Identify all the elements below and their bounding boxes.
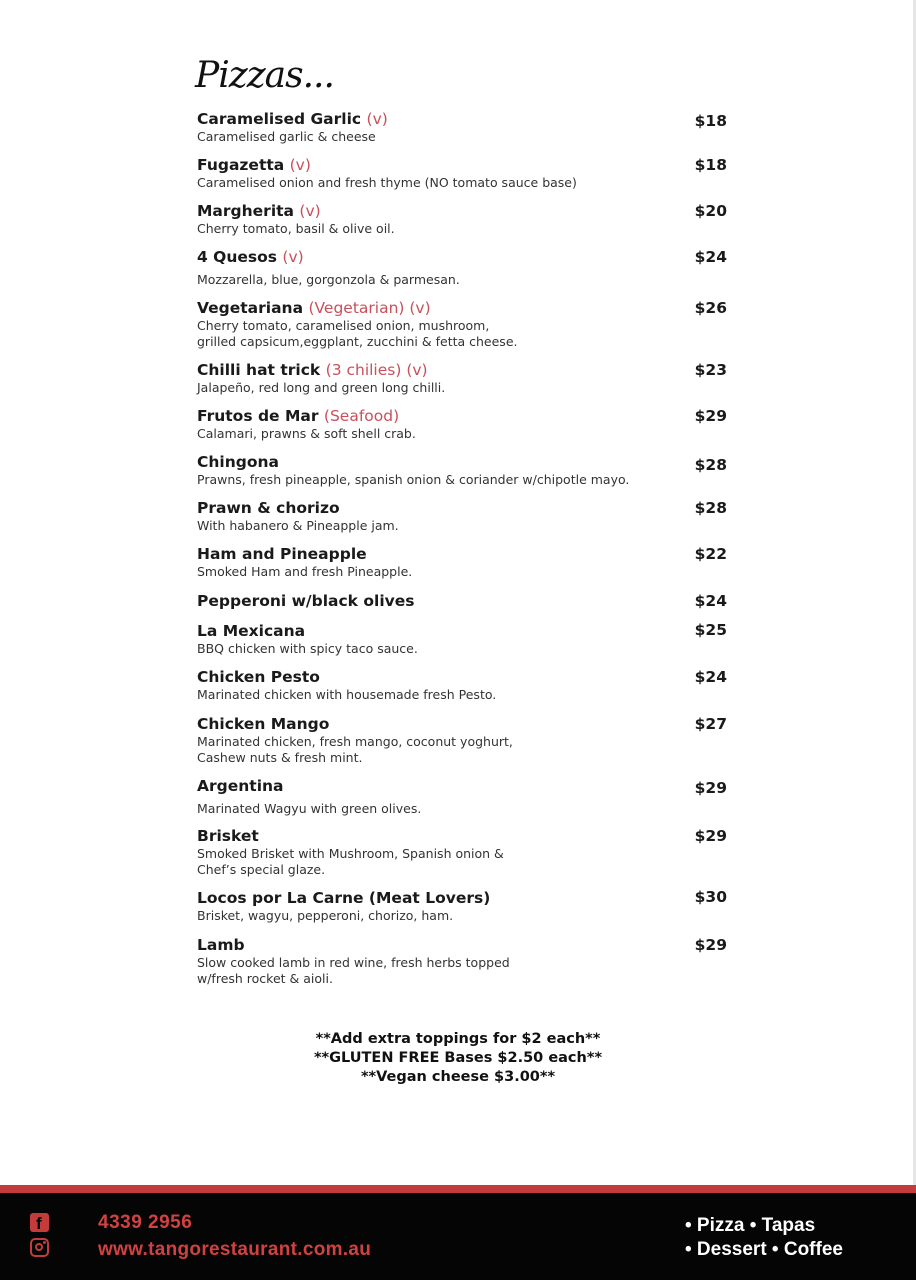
extra-toppings-note: **Add extra toppings for $2 each**	[315, 1031, 601, 1047]
item-price: $22	[694, 545, 727, 563]
instagram-icon[interactable]	[30, 1238, 49, 1257]
item-description: Calamari, prawns & soft shell crab.	[197, 426, 416, 441]
item-price: $18	[694, 156, 727, 174]
menu-item	[197, 407, 727, 442]
item-name: La Mexicana	[197, 622, 306, 640]
menu-item	[197, 110, 727, 145]
item-description: Slow cooked lamb in red wine, fresh herbs topped	[197, 955, 510, 970]
item-description: Mozzarella, blue, gorgonzola & parmesan.	[197, 272, 460, 287]
services-line-1: • Pizza • Tapas	[685, 1215, 816, 1236]
item-description: BBQ chicken with spicy taco sauce.	[197, 641, 418, 656]
item-description: Cherry tomato, caramelised onion, mushroom,	[197, 318, 490, 333]
item-price: $23	[694, 361, 727, 379]
menu-item	[197, 202, 727, 237]
item-price: $29	[694, 779, 727, 797]
item-price: $18	[694, 112, 727, 130]
item-name: Pepperoni w/black olives	[197, 592, 415, 610]
item-description: Jalapeño, red long and green long chilli.	[197, 380, 446, 395]
item-description: Smoked Ham and fresh Pineapple.	[197, 564, 413, 579]
item-name: Lamb	[197, 936, 245, 954]
item-price: $29	[694, 936, 727, 954]
item-description: Marinated chicken with housemade fresh Pesto.	[197, 687, 497, 702]
menu-item	[197, 299, 727, 350]
item-description: grilled capsicum,eggplant, zucchini & fetta cheese.	[197, 334, 518, 349]
item-name: Chingona	[197, 453, 279, 471]
item-name: Brisket	[197, 827, 259, 845]
menu-item	[197, 248, 727, 288]
item-description: Cashew nuts & fresh mint.	[197, 750, 363, 765]
menu-item	[197, 545, 727, 580]
item-description: Marinated chicken, fresh mango, coconut yoghurt,	[197, 734, 513, 749]
item-price: $28	[694, 499, 727, 517]
item-description: Cherry tomato, basil & olive oil.	[197, 221, 395, 236]
item-description: With habanero & Pineapple jam.	[197, 518, 399, 533]
menu-item	[197, 715, 727, 766]
item-name: Locos por La Carne (Meat Lovers)	[197, 889, 491, 907]
facebook-icon[interactable]: f	[30, 1213, 49, 1232]
item-tag: (v)	[299, 202, 321, 220]
item-price: $26	[694, 299, 727, 317]
item-price: $24	[694, 592, 727, 610]
gluten-free-note: **GLUTEN FREE Bases $2.50 each**	[313, 1050, 603, 1066]
item-name: Ham and Pineapple	[197, 545, 367, 563]
item-description: w/fresh rocket & aioli.	[197, 971, 333, 986]
item-name: Margherita	[197, 202, 294, 220]
menu-item	[197, 827, 727, 878]
menu-item	[197, 622, 727, 657]
item-price: $28	[694, 456, 727, 474]
item-name: Frutos de Mar	[197, 407, 319, 425]
item-name: Chilli hat trick	[197, 361, 321, 379]
menu-item	[197, 668, 727, 703]
footer	[0, 1193, 916, 1280]
item-name: Prawn & chorizo	[197, 499, 340, 517]
extras-notes	[0, 1030, 916, 1087]
item-tag: (Seafood)	[323, 407, 400, 425]
menu-item	[197, 592, 727, 611]
website-link[interactable]: www.tangorestaurant.com.au	[98, 1239, 372, 1260]
item-tag: (3 chilies) (v)	[325, 361, 428, 379]
phone-number[interactable]: 4339 2956	[98, 1212, 193, 1233]
item-tag: (v)	[366, 110, 388, 128]
item-price: $24	[694, 248, 727, 266]
item-description: Prawns, fresh pineapple, spanish onion & coriander w/chipotle mayo.	[197, 472, 630, 487]
menu-item	[197, 453, 727, 488]
item-name: Argentina	[197, 777, 284, 795]
item-description: Caramelised onion and fresh thyme (NO tomato sauce base)	[197, 175, 577, 190]
item-price: $30	[694, 888, 727, 906]
item-price: $29	[694, 407, 727, 425]
item-tag: (v)	[282, 248, 304, 266]
item-price: $27	[694, 715, 727, 733]
menu-item	[197, 499, 727, 534]
item-price: $20	[694, 202, 727, 220]
menu-item	[197, 936, 727, 987]
menu-item	[197, 777, 727, 817]
item-tag: (Vegetarian) (v)	[308, 299, 431, 317]
item-name: Chicken Mango	[197, 715, 330, 733]
menu-title: Pizzas...	[195, 55, 334, 96]
menu-item	[197, 361, 727, 396]
item-name: Vegetariana	[197, 299, 304, 317]
item-description: Smoked Brisket with Mushroom, Spanish onion &	[197, 846, 504, 861]
item-description: Caramelised garlic & cheese	[197, 129, 376, 144]
item-price: $25	[694, 621, 727, 639]
item-price: $29	[694, 827, 727, 845]
item-description: Marinated Wagyu with green olives.	[197, 801, 422, 816]
item-name: 4 Quesos	[197, 248, 278, 266]
item-price: $24	[694, 668, 727, 686]
item-name: Caramelised Garlic	[197, 110, 362, 128]
item-tag: (v)	[289, 156, 311, 174]
footer-accent-rule	[0, 1185, 916, 1193]
item-name: Fugazetta	[197, 156, 285, 174]
item-description: Brisket, wagyu, pepperoni, chorizo, ham.	[197, 908, 454, 923]
vegan-cheese-note: **Vegan cheese $3.00**	[360, 1069, 556, 1085]
services-line-2: • Dessert • Coffee	[685, 1239, 843, 1260]
menu-item	[197, 156, 727, 191]
item-name: Chicken Pesto	[197, 668, 320, 686]
item-description: Chef’s special glaze.	[197, 862, 326, 877]
menu-item	[197, 889, 727, 924]
